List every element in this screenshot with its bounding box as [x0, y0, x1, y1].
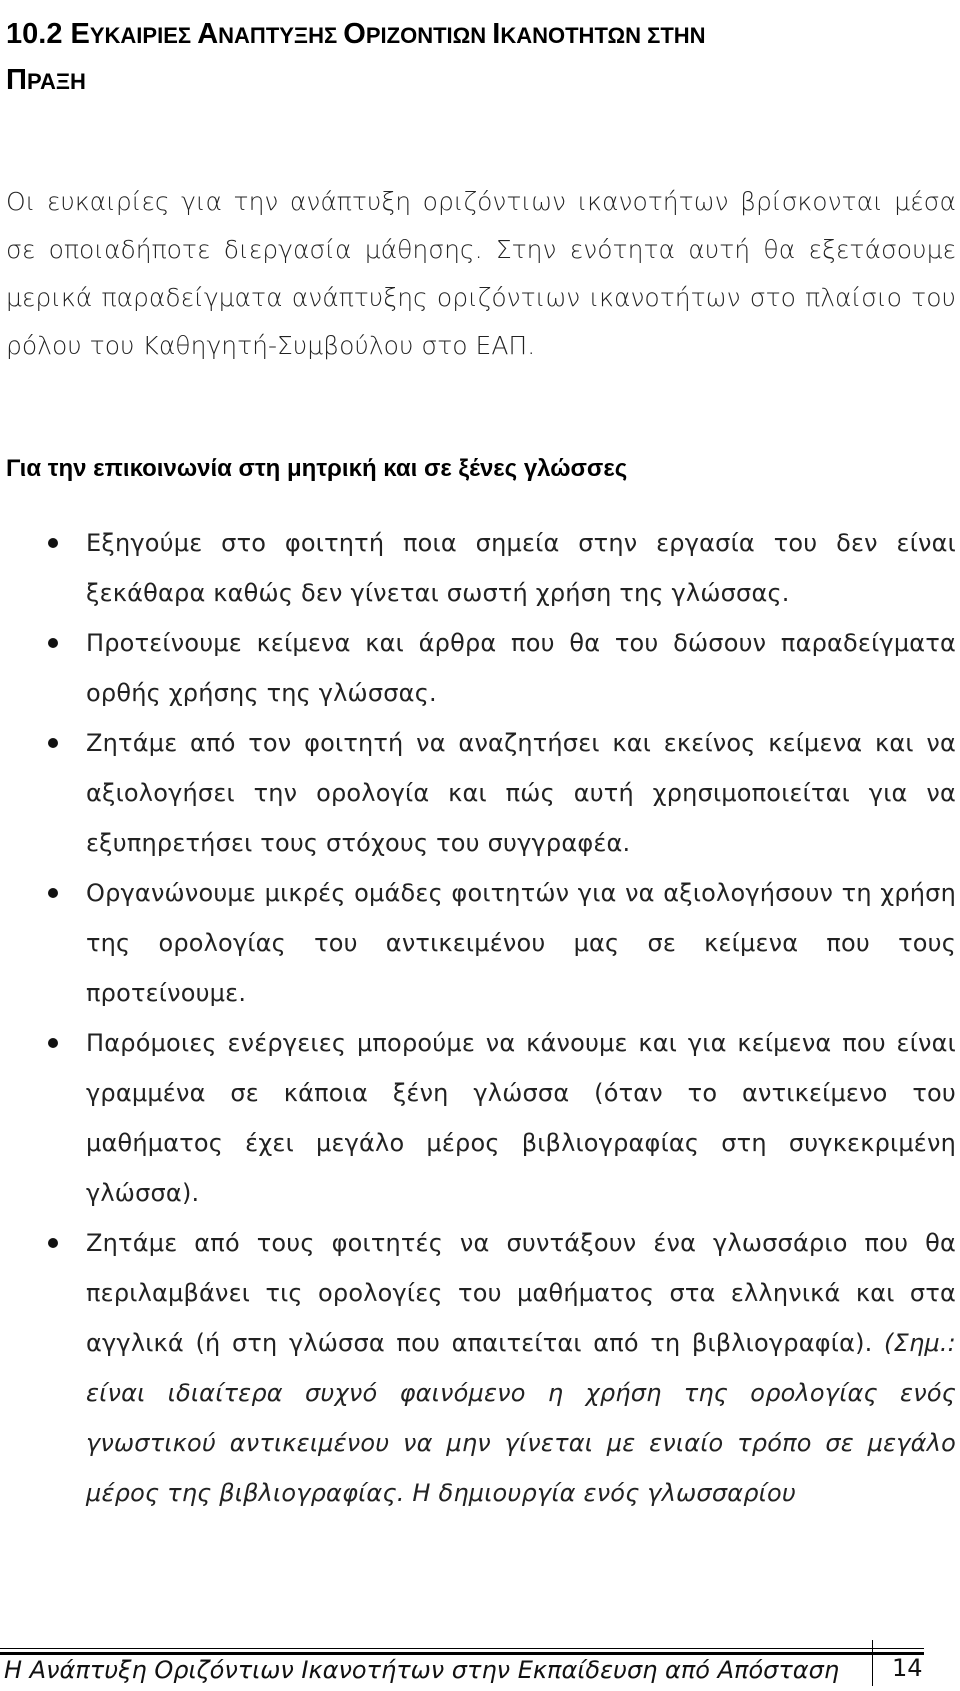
- bullet-item: [0, 1218, 960, 1518]
- bullet-item: [0, 618, 960, 718]
- bullet-item: [0, 1018, 960, 1218]
- bullet-icon: [48, 538, 58, 548]
- heading-word: ΑΝΑΠΤΥΞΗΣ: [197, 18, 344, 50]
- footer-title: Η Ανάπτυξη Οριζόντιων Ικανοτήτων στην Εκπαίδευση από Απόσταση: [4, 1656, 840, 1684]
- bullet-text: Παρόμοιες ενέργειες μπορούμε να κάνουμε και για κείμενα που είναι γραμμένα σε κάποια ξένη γλώσσα (όταν το αντικείμενο του μαθήματος έχει μεγάλο μέρος βιβλιογραφίας στη συγκεκριμένη γλώσσα).: [86, 1029, 956, 1207]
- bullet-text: Εξηγούμε στο φοιτητή ποια σημεία στην εργασία του δεν είναι ξεκάθαρα καθώς δεν γίνεται σωστή χρήση της γλώσσας.: [86, 529, 956, 607]
- bullet-note: (Σημ.: είναι ιδιαίτερα συχνό φαινόμενο η χρήση της ορολογίας ενός γνωστικού αντικειμένου να μην γίνεται με ενιαίο τρόπο σε μεγάλο μέρος της βιβλιογραφίας. Η δημιουργία ενός γλωσσαρίου: [86, 1329, 956, 1507]
- bullet-item: [0, 718, 960, 868]
- heading-word: ΕΥΚΑΙΡΙΕΣ: [70, 18, 198, 50]
- bullet-text: Προτείνουμε κείμενα και άρθρα που θα του δώσουν παραδείγματα ορθής χρήσης της γλώσσας.: [86, 629, 956, 707]
- bullet-list: [0, 518, 960, 1518]
- bullet-icon: [48, 1038, 58, 1048]
- page-number: 14: [892, 1654, 923, 1682]
- heading-word: ΟΡΙΖΟΝΤΙΩΝ: [343, 18, 493, 50]
- bullet-icon: [48, 738, 58, 748]
- footer-divider: [872, 1640, 873, 1686]
- bullet-icon: [48, 888, 58, 898]
- bullet-icon: [48, 1238, 58, 1248]
- heading-word: ΙΚΑΝΟΤΗΤΩΝ ΣΤΗΝ: [492, 18, 706, 50]
- intro-paragraph: Οι ευκαιρίες για την ανάπτυξη οριζόντιων ικανοτήτων βρίσκονται μέσα σε οποιαδήποτε διεργασία μάθησης. Στην ενότητα αυτή θα εξετάσουμε μερικά παραδείγματα ανάπτυξης οριζόντιων ικανοτήτων στο πλαίσιο του ρόλου του Καθηγητή-Συμβούλου στο ΕΑΠ.: [6, 187, 956, 360]
- subsection-heading: Για την επικοινωνία στη μητρική και σε ξένες γλώσσες: [6, 455, 628, 482]
- section-number: 10.2: [6, 18, 63, 50]
- bullet-text: Ζητάμε από τον φοιτητή να αναζητήσει και εκείνος κείμενα και να αξιολογήσει την ορολογία και πώς αυτή χρησιμοποιείται για να εξυπηρετήσει τους στόχους του συγγραφέα.: [86, 729, 956, 857]
- section-heading: [6, 12, 906, 104]
- bullet-item: [0, 868, 960, 1018]
- bullet-item: [0, 518, 960, 618]
- footer-rule: [0, 1648, 924, 1649]
- bullet-icon: [48, 638, 58, 648]
- bullet-text: Ζητάμε από τους φοιτητές να συντάξουν ένα γλωσσάριο που θα περιλαμβάνει τις ορολογίες του μαθήματος στα ελληνικά και στα αγγλικά (ή στη γλώσσα που απαιτείται από τη βιβλιογραφία).: [86, 1229, 956, 1357]
- heading-word: ΠΡΑΞΗ: [6, 64, 86, 96]
- bullet-text: Οργανώνουμε μικρές ομάδες φοιτητών για να αξιολογήσουν τη χρήση της ορολογίας του αντικειμένου μας σε κείμενα που τους προτείνουμε.: [86, 879, 956, 1007]
